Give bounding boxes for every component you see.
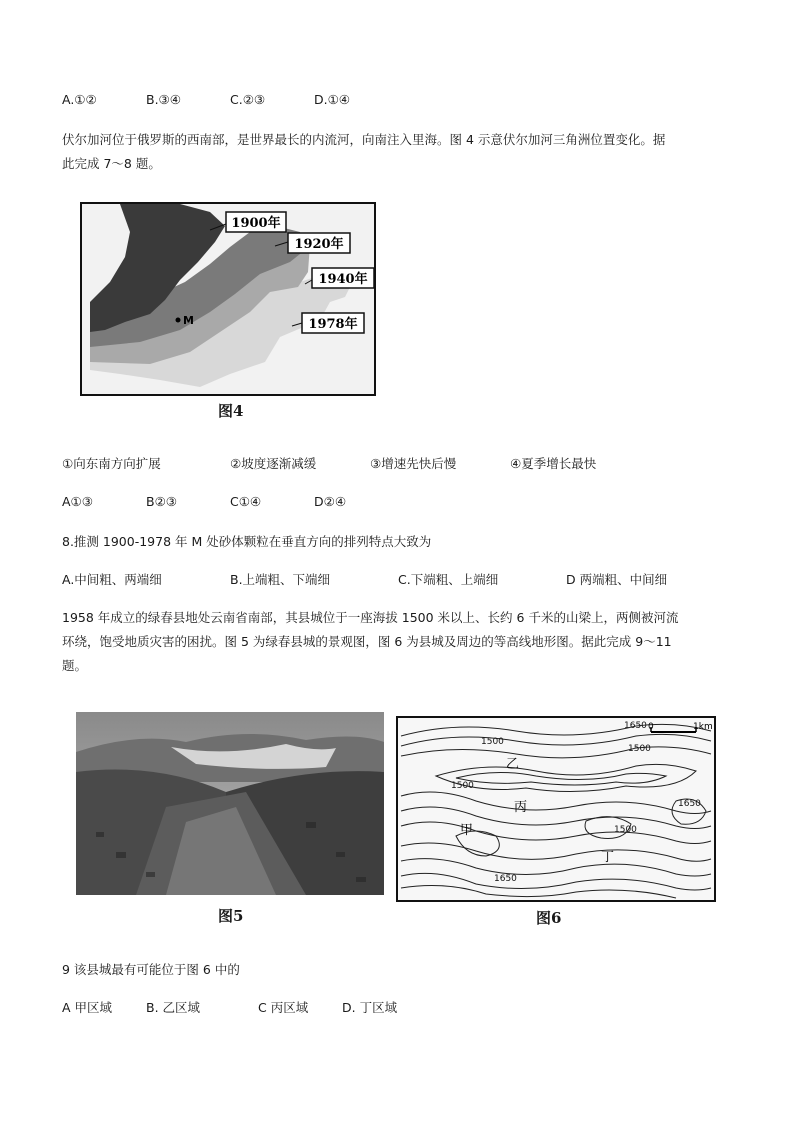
q8-option-d: D 两端粗、中间细 xyxy=(566,572,668,587)
contour-label-7: 1650 xyxy=(494,874,517,884)
scale-label: 1km xyxy=(693,722,713,732)
region-yi: 乙 xyxy=(506,757,520,772)
point-m-label: M xyxy=(183,314,194,327)
region-bing: 丙 xyxy=(514,800,528,815)
q7-statement-1: ①向东南方向扩展 xyxy=(62,456,161,471)
region-jia: 甲 xyxy=(460,823,474,838)
figure-5-caption: 图5 xyxy=(218,907,244,925)
q9-option-b: B. 乙区域 xyxy=(146,1000,201,1015)
intro-7-8-line-1: 伏尔加河位于俄罗斯的西南部，是世界最长的内流河，向南注入里海。图 4 示意伏尔加河三角洲位置变化。据 xyxy=(62,132,666,147)
point-m-marker xyxy=(176,318,181,323)
contour-label-6: 1500 xyxy=(614,825,637,835)
figure-6 xyxy=(396,716,716,902)
figure-4-map xyxy=(80,202,376,396)
q8-stem: 8.推测 1900-1978 年 M 处砂体颗粒在垂直方向的排列特点大致为 xyxy=(62,534,432,549)
q8-option-b: B.上端粗、下端细 xyxy=(230,572,331,587)
label-1940-text: 1940年 xyxy=(318,272,368,287)
figure-4-caption: 图4 xyxy=(218,402,244,420)
q6-option-c: C.②③ xyxy=(230,92,266,107)
intro-7-8-line-2: 此完成 7～8 题。 xyxy=(62,156,161,171)
figure-5-photo xyxy=(76,712,384,895)
label-1900-text: 1900年 xyxy=(231,216,281,231)
scale-zero: 0 xyxy=(648,722,654,732)
q6-option-b: B.③④ xyxy=(146,92,181,107)
intro-9-11-line-1: 1958 年成立的绿春县地处云南省南部，其县城位于一座海拔 1500 米以上、长约 6 千米的山梁上，两侧被河流 xyxy=(62,610,679,625)
intro-9-11-line-2: 环绕，饱受地质灾害的困扰。图 5 为绿春县城的景观图，图 6 为县城及周边的等高线地形图。据此完成 9～11 xyxy=(62,634,672,649)
label-1920-text: 1920年 xyxy=(294,237,344,252)
q7-statement-2: ②坡度逐渐减缓 xyxy=(230,456,317,471)
figure-5 xyxy=(76,712,384,895)
q7-statement-3: ③增速先快后慢 xyxy=(370,456,457,471)
q7-option-d: D②④ xyxy=(314,494,347,509)
q7-statement-4: ④夏季增长最快 xyxy=(510,456,597,471)
contour-label-2: 1500 xyxy=(481,737,504,747)
contour-label-4: 1500 xyxy=(451,781,474,791)
q7-option-c: C①④ xyxy=(230,494,262,509)
q9-option-c: C 丙区域 xyxy=(258,1000,309,1015)
q6-option-d: D.①④ xyxy=(314,92,351,107)
intro-9-11-line-3: 题。 xyxy=(62,658,88,673)
figure-4 xyxy=(80,202,376,396)
figure-6-contour-map xyxy=(396,716,716,902)
label-1978-text: 1978年 xyxy=(308,317,358,332)
q7-option-b: B②③ xyxy=(146,494,177,509)
q9-option-d: D. 丁区域 xyxy=(342,1000,398,1015)
q6-option-a: A.①② xyxy=(62,92,97,107)
contour-label-5: 1650 xyxy=(678,799,701,809)
q9-option-a: A 甲区域 xyxy=(62,1000,113,1015)
contour-label-1: 1650 xyxy=(624,721,647,731)
q8-option-c: C.下端粗、上端细 xyxy=(398,572,499,587)
q8-option-a: A.中间粗、两端细 xyxy=(62,572,162,587)
q9-stem: 9 该县城最有可能位于图 6 中的 xyxy=(62,962,240,977)
region-ding: 丁 xyxy=(601,850,615,865)
label-1940 xyxy=(305,268,374,288)
figure-6-caption: 图6 xyxy=(536,909,562,927)
label-1978 xyxy=(292,313,364,333)
contour-label-3: 1500 xyxy=(628,744,651,754)
q7-option-a: A①③ xyxy=(62,494,93,509)
